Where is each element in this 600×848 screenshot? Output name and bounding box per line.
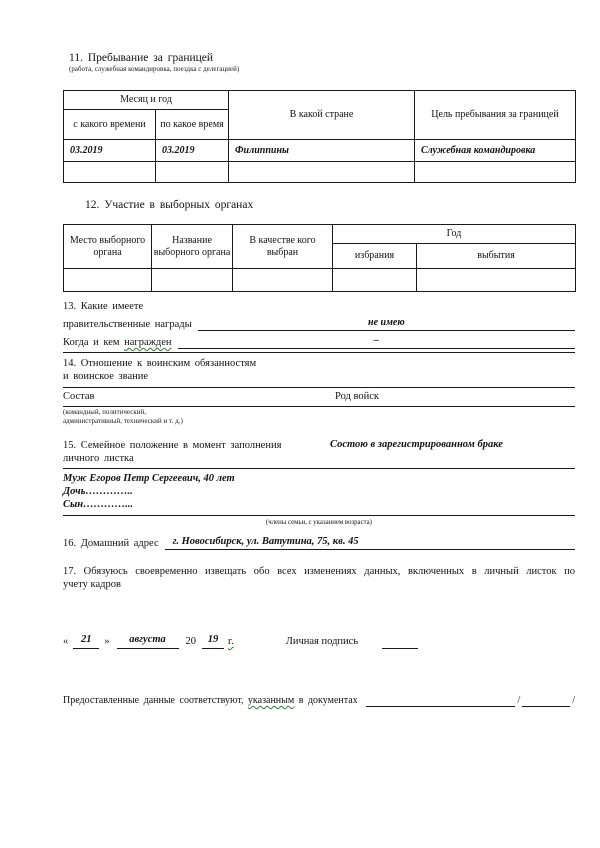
awards-value-field[interactable]: не имею xyxy=(198,317,575,331)
footer-text: Предоставленные данные соответствуют, указанным в документах xyxy=(63,695,358,706)
cell-country[interactable] xyxy=(229,162,415,183)
grammar-marked-word: указанным xyxy=(247,695,295,706)
cell-purpose[interactable]: Служебная командировка xyxy=(415,140,576,162)
col-header-to: по какое время xyxy=(156,110,229,140)
signature-field[interactable] xyxy=(382,648,418,649)
date-signature-row xyxy=(63,633,575,649)
footer-slash: / xyxy=(517,695,521,706)
family-member-row: Дочь………….. xyxy=(63,486,133,497)
date-month-field[interactable]: августа xyxy=(117,633,179,649)
cell-name[interactable] xyxy=(152,269,233,292)
col-header-place: Место выборного органа xyxy=(64,225,152,269)
family-note: (члены семьи, с указанием возраста) xyxy=(266,519,372,526)
col-header-month-year: Месяц и год xyxy=(64,91,229,110)
date-year-suffix: г. xyxy=(228,636,234,647)
cell-to[interactable]: 03.2019 xyxy=(156,140,229,162)
footer-signature-field[interactable] xyxy=(522,693,570,707)
awards-label-line1: 13. Какие имеете xyxy=(63,301,144,312)
date-century: 20 xyxy=(185,636,196,647)
col-header-as-whom: В качестве кого выбран xyxy=(233,225,333,269)
cell-from[interactable]: 03.2019 xyxy=(64,140,156,162)
family-label-line1: 15. Семейное положение в момент заполнения xyxy=(63,440,282,451)
section-17-obligation xyxy=(63,565,575,591)
section-11-stay-abroad xyxy=(63,52,575,183)
col-header-elected: избрания xyxy=(333,244,417,269)
date-day-field[interactable]: 21 xyxy=(73,633,99,649)
section-14-military xyxy=(63,357,575,426)
col-header-from: с какого времени xyxy=(64,110,156,140)
family-members-list[interactable] xyxy=(63,469,575,515)
military-col-rod-voysk: Род войск xyxy=(335,391,380,402)
section-divider xyxy=(63,352,575,353)
cell-from[interactable] xyxy=(64,162,156,183)
cell-elected[interactable] xyxy=(333,269,417,292)
family-member-row: Сын…………... xyxy=(63,499,133,510)
cell-place[interactable] xyxy=(64,269,152,292)
section-12-elected-bodies xyxy=(63,199,575,292)
awards-label-line2: правительственные награды xyxy=(63,319,192,330)
section-16-address xyxy=(63,536,575,550)
cell-country[interactable]: Филиппины xyxy=(229,140,415,162)
military-title-line2: и воинское звание xyxy=(63,371,149,382)
col-header-name: Название выборного органа xyxy=(152,225,233,269)
footer-confirmation-row xyxy=(63,693,575,707)
footer-slash: / xyxy=(572,695,575,706)
military-note: (командный, политический, административный, технический и т. д.) xyxy=(63,409,183,425)
military-title-line1: 14. Отношение к воинским обязанностям xyxy=(63,358,257,369)
awarded-by-label: Когда и кем награжден xyxy=(63,337,172,348)
cell-left[interactable] xyxy=(417,269,576,292)
section-11-subtitle: (работа, служебная командировка, поездка с делегацией) xyxy=(69,66,240,73)
family-label-line2: личного листка xyxy=(63,453,134,464)
family-member-row: Муж Егоров Петр Сергеевич, 40 лет xyxy=(63,473,235,484)
col-header-country: В какой стране xyxy=(229,91,415,140)
family-status-value[interactable]: Состою в зарегистрированном браке xyxy=(330,439,503,450)
open-quote: « xyxy=(63,636,69,647)
address-label: 16. Домашний адрес xyxy=(63,538,159,549)
col-header-left: выбытия xyxy=(417,244,576,269)
grammar-marked-word: награжден xyxy=(124,337,172,348)
section-12-title: 12. Участие в выборных органах xyxy=(85,199,254,211)
table-row-empty xyxy=(64,162,576,183)
close-quote: » xyxy=(104,636,110,647)
footer-name-field[interactable] xyxy=(366,693,516,707)
cell-purpose[interactable] xyxy=(415,162,576,183)
table-row xyxy=(64,140,576,162)
cell-to[interactable] xyxy=(156,162,229,183)
address-value-field[interactable]: г. Новосибирск, ул. Ватутина, 75, кв. 45 xyxy=(165,536,575,550)
stay-abroad-table xyxy=(63,90,576,183)
section-13-awards xyxy=(63,300,575,353)
elected-bodies-table xyxy=(63,224,576,292)
signature-label: Личная подпись xyxy=(285,636,359,647)
col-header-purpose: Цель пребывания за границей xyxy=(415,91,576,140)
date-year-field[interactable]: 19 xyxy=(202,633,224,649)
military-col-sostav: Состав xyxy=(63,391,95,402)
col-header-year: Год xyxy=(333,225,576,244)
obligation-line1: 17. Обязуюсь своевременно извещать обо всех изменениях данных, включенных в личный листок по xyxy=(63,566,575,577)
table-row-empty xyxy=(64,269,576,292)
awarded-by-value-field[interactable]: – xyxy=(178,335,575,349)
section-11-title: 11. Пребывание за границей xyxy=(69,52,214,64)
cell-as-whom[interactable] xyxy=(233,269,333,292)
section-15-family xyxy=(63,439,575,527)
obligation-line2: учету кадров xyxy=(63,579,121,590)
